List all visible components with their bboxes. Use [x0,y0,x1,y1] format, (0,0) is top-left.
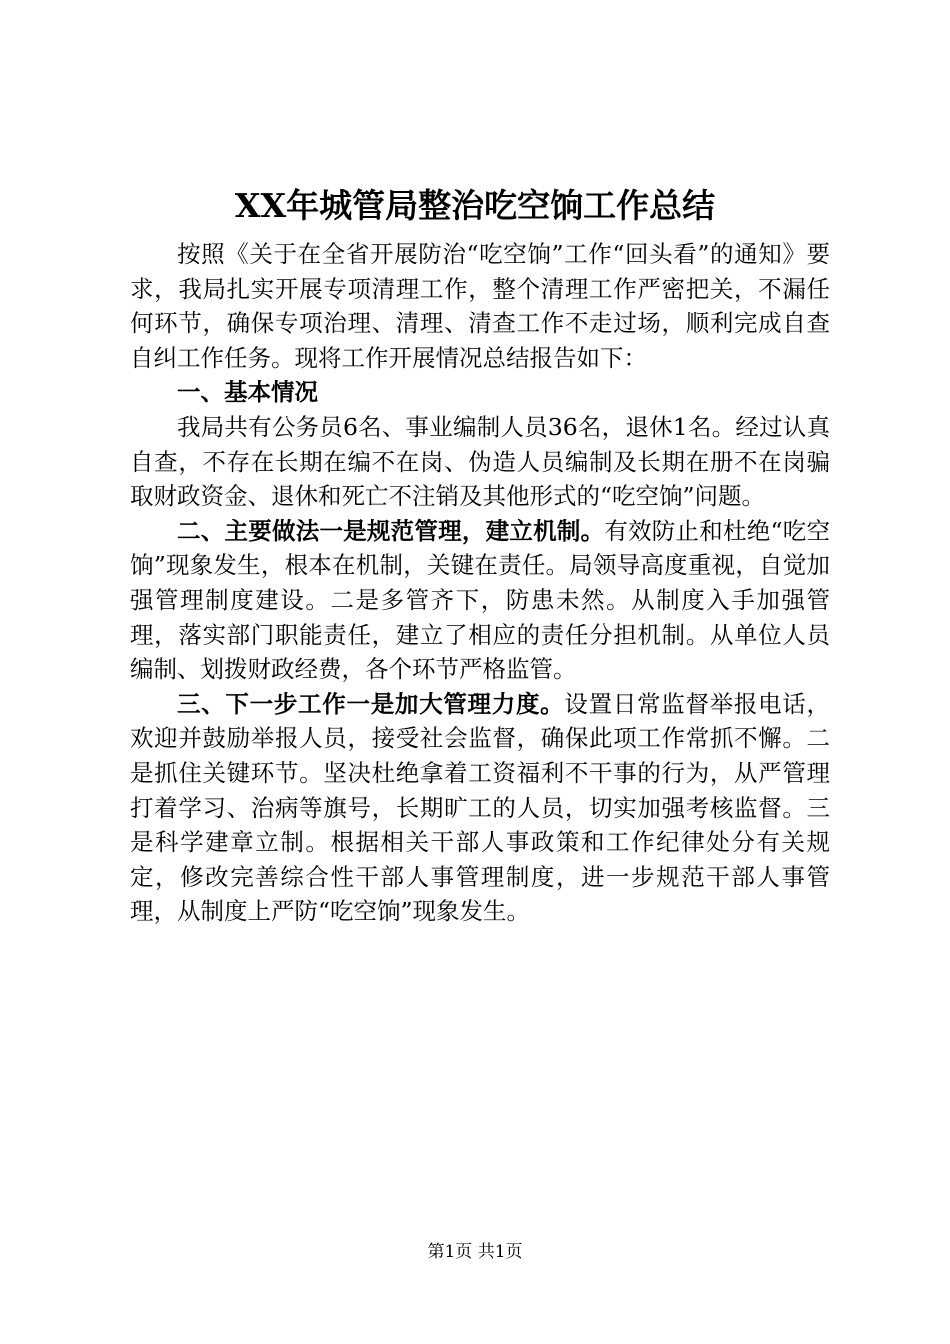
document-title: XX年城管局整治吃空饷工作总结 [234,186,716,225]
next-steps-body: 设置日常监督举报电话，欢迎并鼓励举报人员，接受社会监督，确保此项工作常抓不懈。二是抓住关键环节。坚决杜绝拿着工资福利不干事的行为，从严管理打着学习、治病等旗号，长期旷工的人员，切实加强考核监督。三是科学建章立制。根据相关干部人事政策和工作纪律处分有关规定，修改完善综合性干部人事管理制度，进一步规范干部人事管理，从制度上严防“吃空饷”现象发生。 [130,689,831,926]
page-number-footer: 第1页 共1页 [427,1242,523,1262]
intro-paragraph: 按照《关于在全省开展防治“吃空饷”工作“回头看”的通知》要求，我局扎实开展专项清理工作，整个清理工作严密把关，不漏任何环节，确保专项治理、清理、清查工作不走过场，顺利完成自查自纠工作任务。现将工作开展情况总结报告如下： [130,240,830,372]
next-steps-lead: 三、下一步工作一是加大管理力度。 [177,689,565,718]
basic-situation-paragraph: 我局共有公务员6名、事业编制人员36名，退休1名。经过认真自查，不存在长期在编不在岗、伪造人员编制及长期在册不在岗骗取财政资金、退休和死亡不注销及其他形式的“吃空饷”问题。 [130,412,830,511]
main-practices-paragraph [130,514,830,687]
next-steps-paragraph [130,687,830,929]
document-body [130,237,830,929]
main-practices-lead: 二、主要做法一是规范管理，建立机制。 [177,516,605,545]
section-heading-basic-situation: 一、基本情况 [177,378,318,407]
main-practices-body: 有效防止和杜绝“吃空饷”现象发生，根本在机制，关键在责任。局领导高度重视，自觉加强管理制度建设。二是多管齐下，防患未然。从制度入手加强管理，落实部门职能责任，建立了相应的责任分担机制。从单位人员编制、划拨财政经费，各个环节严格监管。 [130,516,831,684]
